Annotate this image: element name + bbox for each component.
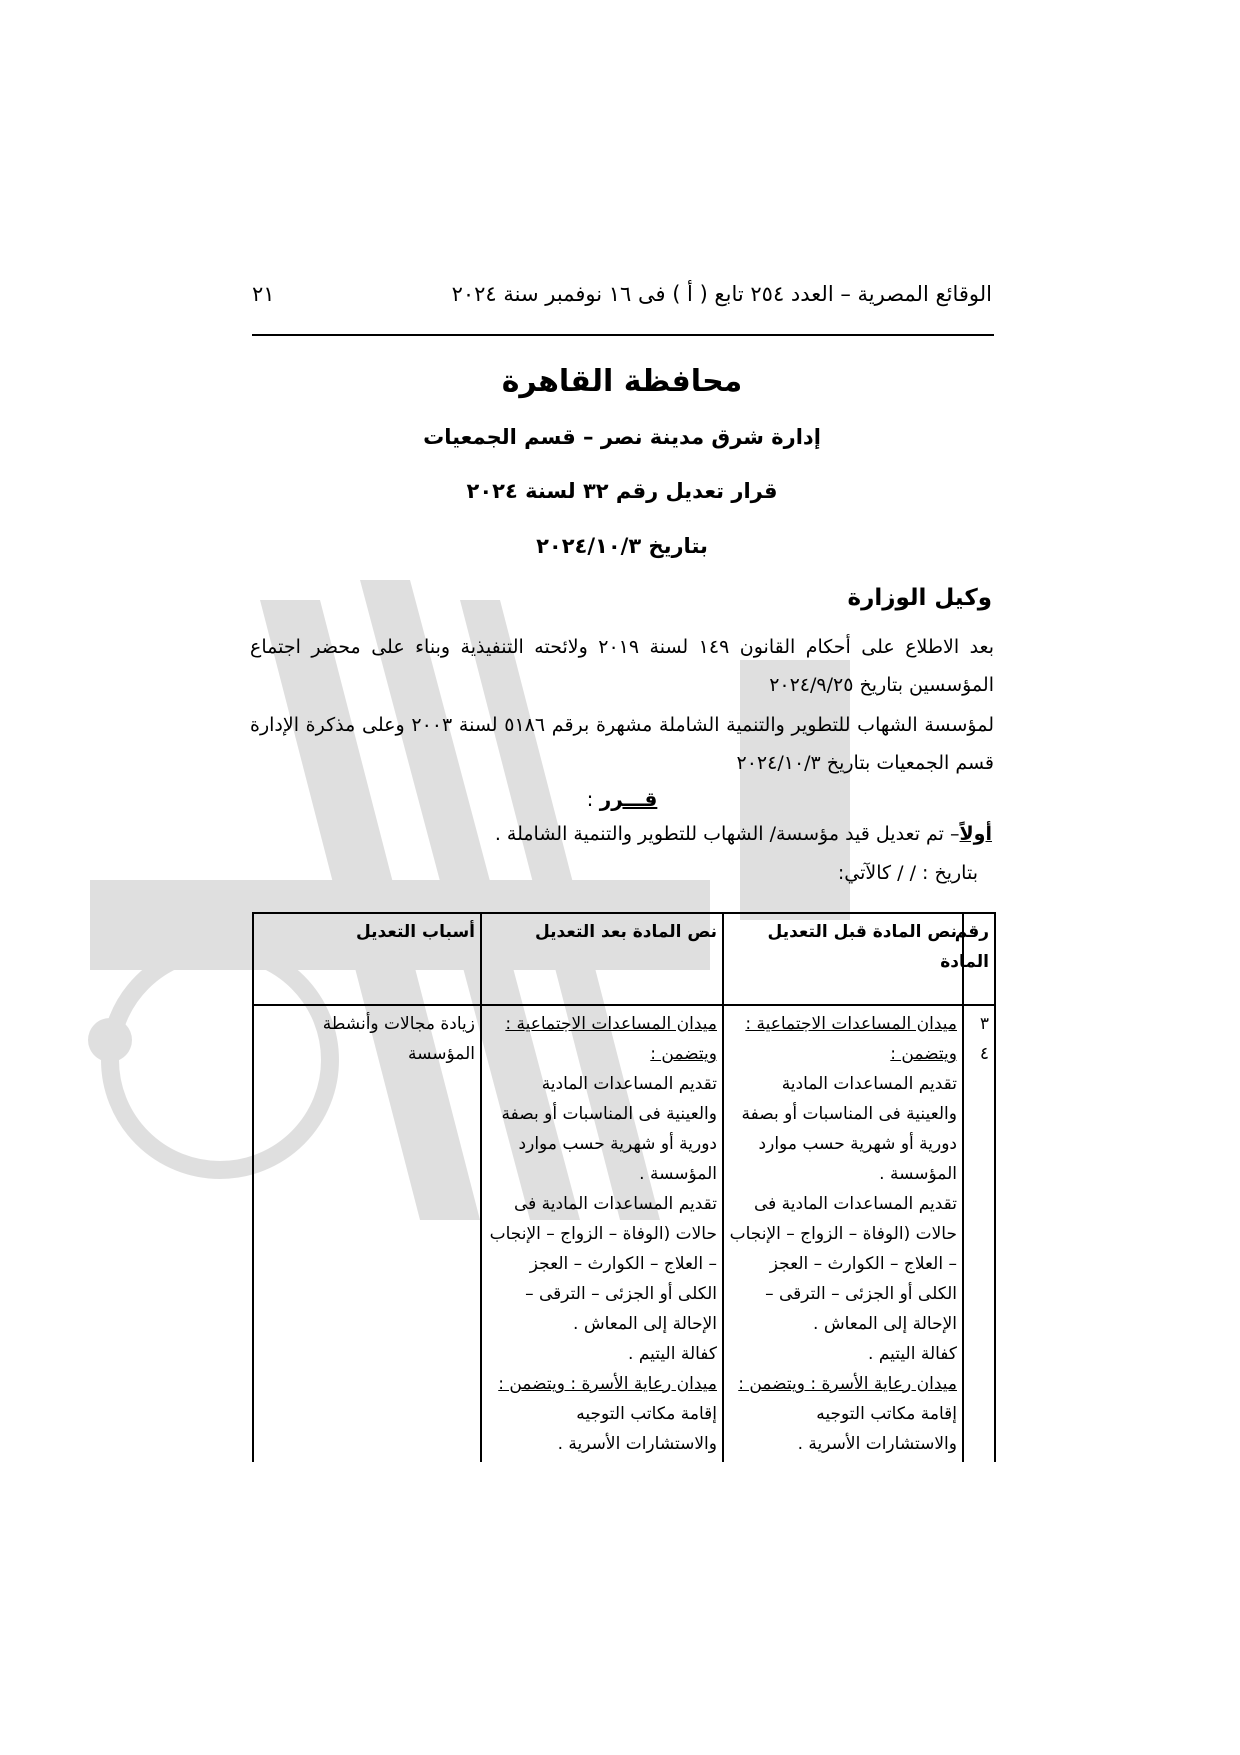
department-subtitle: إدارة شرق مدينة نصر – قسم الجمعيات (423, 425, 821, 449)
after-heading-1: ميدان المساعدات الاجتماعية : (505, 1014, 717, 1034)
decision-title: قرار تعديل رقم ٣٢ لسنة ٢٠٢٤ (466, 479, 778, 503)
before-line-1: تقديم المساعدات المادية والعينية فى المناسبات أو بصفة دورية أو شهرية حسب موارد المؤسسة . (741, 1074, 957, 1184)
after-line-1: تقديم المساعدات المادية والعينية فى المناسبات أو بصفة دورية أو شهرية حسب موارد المؤسسة . (501, 1074, 717, 1184)
after-line-2: تقديم المساعدات المادية فى حالات (الوفاة – الزواج – الإنجاب – العلاج – الكوارث – العجز الكلى أو الجزئى – الترقى – الإحالة إلى المعاش . (489, 1194, 717, 1334)
section-heading: وكيل الوزارة (847, 585, 992, 611)
before-heading-1b: ويتضمن : (890, 1044, 957, 1064)
article-number-b: ٤ (979, 1044, 989, 1064)
header-reasons: أسباب التعديل (253, 913, 481, 1005)
date-line: بتاريخ : / / كالآتي: (837, 862, 978, 884)
decided-word: قـــرر (599, 787, 658, 811)
header-divider (252, 334, 994, 336)
header-article-number: رقم المادة (963, 913, 995, 1005)
table-header-row (253, 913, 995, 1005)
before-heading-1: ميدان المساعدات الاجتماعية : (745, 1014, 957, 1034)
before-line-4: إقامة مكاتب التوجيه والاستشارات الأسرية . (797, 1404, 957, 1454)
decided-label (252, 787, 992, 811)
paragraph-1: بعد الاطلاع على أحكام القانون ١٤٩ لسنة ٢٠١٩ ولائحته التنفيذية وبناء على محضر اجتماع المؤسسين بتاريخ ٢٠٢٤/٩/٢٥ (250, 636, 995, 696)
before-heading-2: ميدان رعاية الأسرة : ويتضمن : (738, 1374, 957, 1394)
header-text-after: نص المادة بعد التعديل (481, 913, 723, 1005)
publication-info: الوقائع المصرية – العدد ٢٥٤ تابع ( أ ) فى ١٦ نوفمبر سنة ٢٠٢٤ (451, 282, 992, 306)
after-heading-1b: ويتضمن : (650, 1044, 717, 1064)
cell-reasons: زيادة مجالات وأنشطة المؤسسة (253, 1005, 481, 1462)
header-text-before: نص المادة قبل التعديل (723, 913, 963, 1005)
decided-colon: : (586, 787, 600, 811)
cell-article-number (963, 1005, 995, 1462)
article-number-a: ٣ (979, 1014, 989, 1034)
after-line-3: كفالة اليتيم . (628, 1344, 717, 1364)
decision-date: بتاريخ ٢٠٢٤/١٠/٣ (536, 534, 708, 558)
governorate-title: محافظة القاهرة (501, 364, 743, 399)
table-row (253, 1005, 995, 1462)
before-line-3: كفالة اليتيم . (868, 1344, 957, 1364)
page-header (252, 282, 992, 306)
clause-label: أولاً (959, 823, 992, 845)
after-heading-2: ميدان رعاية الأسرة : ويتضمن : (498, 1374, 717, 1394)
clause-first (495, 823, 992, 845)
before-line-2: تقديم المساعدات المادية فى حالات (الوفاة – الزواج – الإنجاب – العلاج – الكوارث – العجز الكلى أو الجزئى – الترقى – الإحالة إلى المعاش . (729, 1194, 957, 1334)
paragraph-2: لمؤسسة الشهاب للتطوير والتنمية الشاملة مشهرة برقم ٥١٨٦ لسنة ٢٠٠٣ وعلى مذكرة الإدارة قسم الجمعيات بتاريخ ٢٠٢٤/١٠/٣ (250, 714, 994, 774)
amendment-table (252, 912, 996, 1462)
cell-text-before (723, 1005, 963, 1462)
after-line-4: إقامة مكاتب التوجيه والاستشارات الأسرية . (557, 1404, 717, 1454)
page-number: ٢١ (252, 282, 275, 306)
clause-text: – تم تعديل قيد مؤسسة/ الشهاب للتطوير والتنمية الشاملة . (494, 823, 960, 845)
cell-text-after (481, 1005, 723, 1462)
